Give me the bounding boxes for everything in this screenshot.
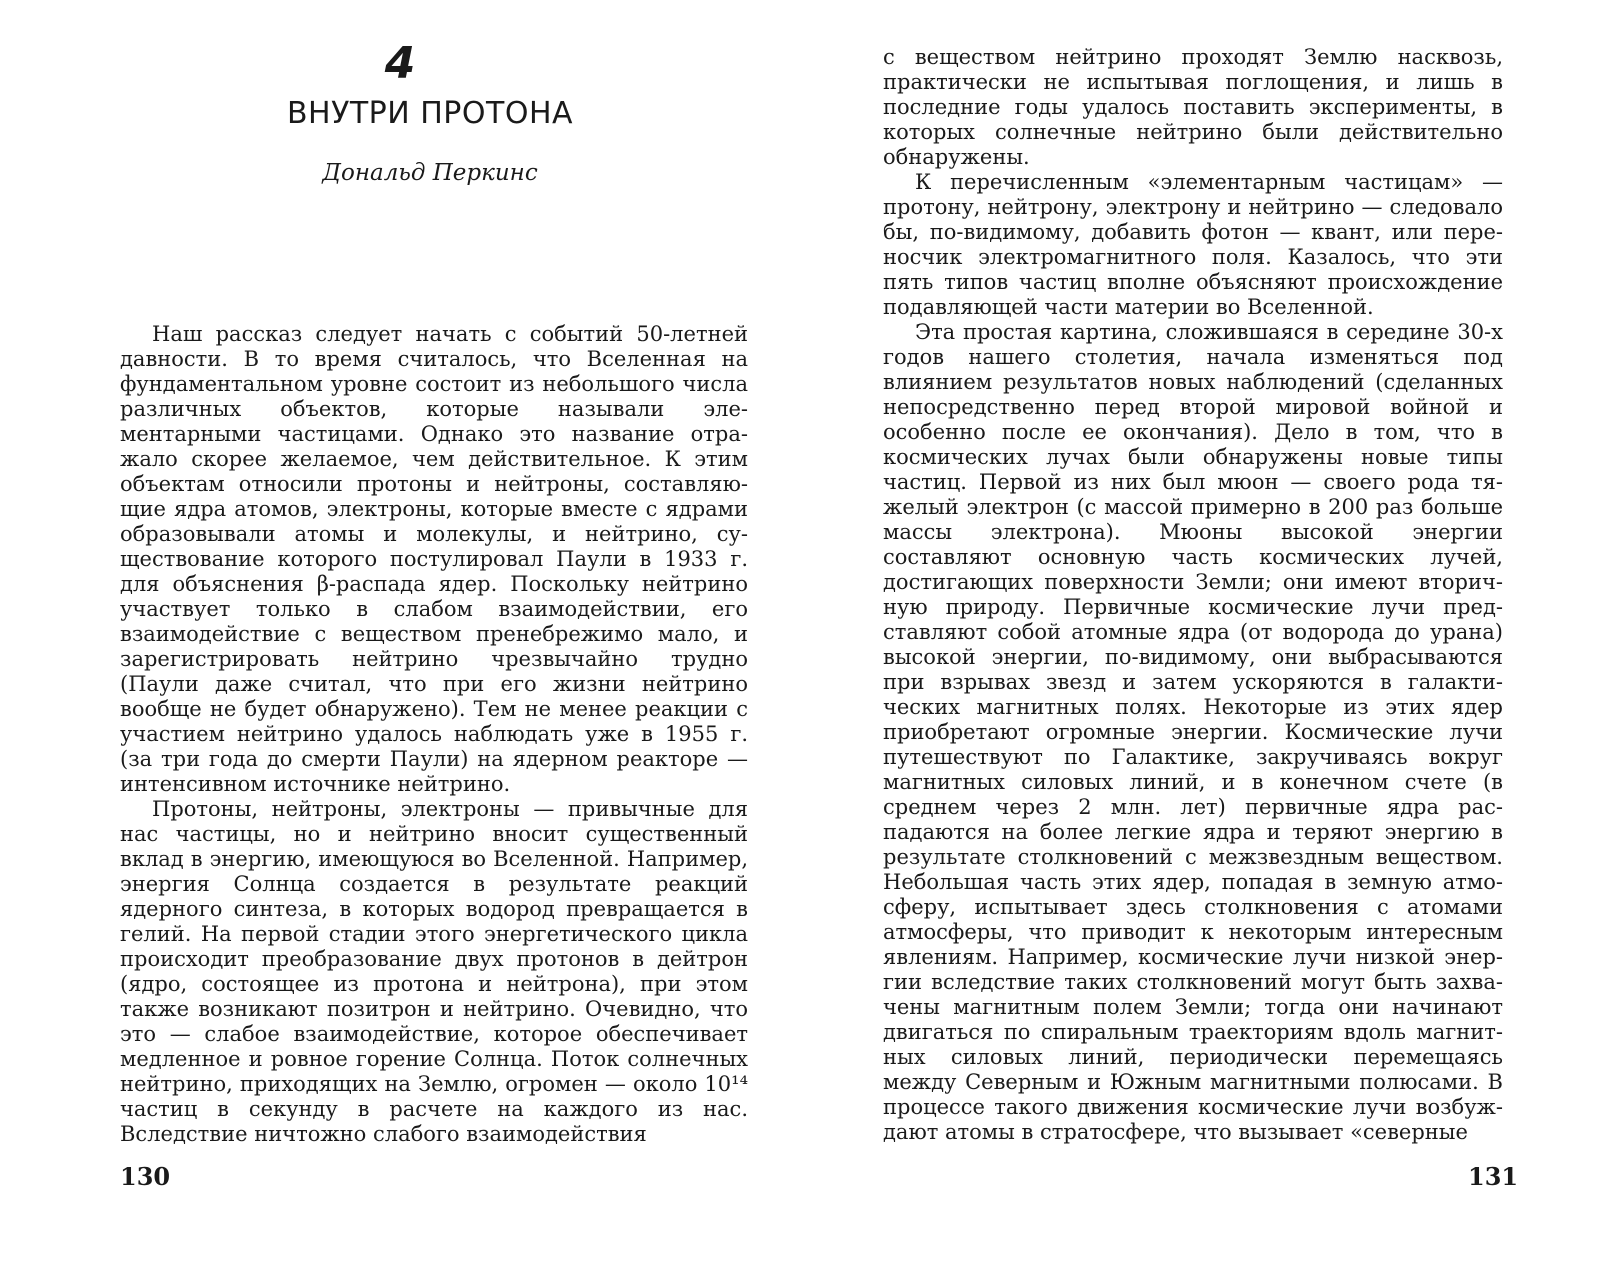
paragraph: Протоны, нейтроны, электроны — привычные для нас частицы, но и нейтрино вносит существенный вклад в энергию, имеющуюся во Вселенной. Например, энергия Солнца создается в результате реакций ядерного синтеза, в которых водород превращается в гелий. На первой стадии этого энергетического цикла происходит преобразование двух протонов в дейтрон (ядро, состоящее из протона и нейтрона), при этом также возникают позитрон и нейтрино. Очевидно, что это — слабое взаимодействие, которое обеспечивает медленное и ровное горение Солнца. Поток солнечных нейтрино, приходящих на Землю, огромен — около 10¹⁴ частиц в секунду в расчете на каждого из нас. Вследствие ничтожно слабого взаимодействия (120, 797, 748, 1146)
page-number: 130 (120, 1162, 171, 1191)
chapter-author: Дональд Перкинс (322, 160, 538, 186)
left-body-text (120, 322, 748, 1147)
chapter-title: ВНУТРИ ПРОТОНА (286, 96, 574, 131)
right-page (800, 0, 1600, 1275)
page-number: 131 (1468, 1162, 1519, 1191)
paragraph: с веществом нейтрино проходят Землю насквозь, практически не испытывая поглощения, и лишь в последние годы удалось поставить эксперименты, в которых солнечные нейтрино были действительно обнаружены. (883, 45, 1503, 169)
paragraph: Эта простая картина, сложившаяся в середине 30-х годов нашего столетия, начала изменяться под влиянием результатов новых наблюдений (сделанных непосредственно перед второй мировой войной и особенно после ее окончания). Дело в том, что в космических лучах были обнаружены новые типы частиц. Первой из них был мюон — своего рода тяжелый электрон (с массой примерно в 200 раз больше массы электрона). Мюоны высокой энергии составляют основную часть космических лучей, достигающих поверхности Земли; они имеют вторичную природу. Первичные космические лучи представляют собой атомные ядра (от водорода до урана) высокой энергии, по-видимому, они выбрасываются при взрывах звезд и затем ускоряются в галактических магнитных полях. Некоторые из этих ядер приобретают огромные энергии. Космические лучи путешествуют по Галактике, закручиваясь вокруг магнитных силовых линий, и в конечном счете (в среднем через 2 млн. лет) первичные ядра распадаются на более легкие ядра и теряют энергию в результате столкновений с межзвездным веществом. Небольшая часть этих ядер, попадая в земную атмосферу, испытывает здесь столкновения с атомами атмосферы, что приводит к некоторым интересным явлениям. Например, космические лучи низкой энергии вследствие таких столкновений могут быть захвачены магнитным полем Земли; тогда они начинают двигаться по спиральным траекториям вдоль магнитных силовых линий, периодически перемещаясь между Северным и Южным магнитными полюсами. В процессе такого движения космические лучи возбуждают атомы в стратосфере, что вызывает «северные (883, 320, 1503, 1144)
right-body-text (883, 45, 1503, 1145)
paragraph: Наш рассказ следует начать с событий 50-летней давности. В то время считалось, что Вселенная на фундаментальном уровне состоит из небольшого числа различных объектов, которые называли элементарными частицами. Однако это название отражало скорее желаемое, чем действительное. К этим объектам относили протоны и нейтроны, составляющие ядра атомов, электроны, которые вместе с ядрами образовывали атомы и молекулы, и нейтрино, существование которого постулировал Паули в 1933 г. для объяснения β-распада ядер. Поскольку нейтрино участвует только в слабом взаимодействии, его взаимодействие с веществом пренебрежимо мало, и зарегистрировать нейтрино чрезвычайно трудно (Паули даже считал, что при его жизни нейтрино вообще не будет обнаружено). Тем не менее реакции с участием нейтрино удалось наблюдать уже в 1955 г. (за три года до смерти Паули) на ядерном реакторе — интенсивном источнике нейтрино. (120, 322, 748, 796)
paragraph: К перечисленным «элементарным частицам» — протону, нейтрону, электрону и нейтрино — следовало бы, по-видимому, добавить фотон — квант, или переносчик электромагнитного поля. Казалось, что эти пять типов частиц вполне объясняют происхождение подавляющей части материи во Вселенной. (883, 170, 1503, 319)
chapter-number: 4 (384, 38, 416, 89)
